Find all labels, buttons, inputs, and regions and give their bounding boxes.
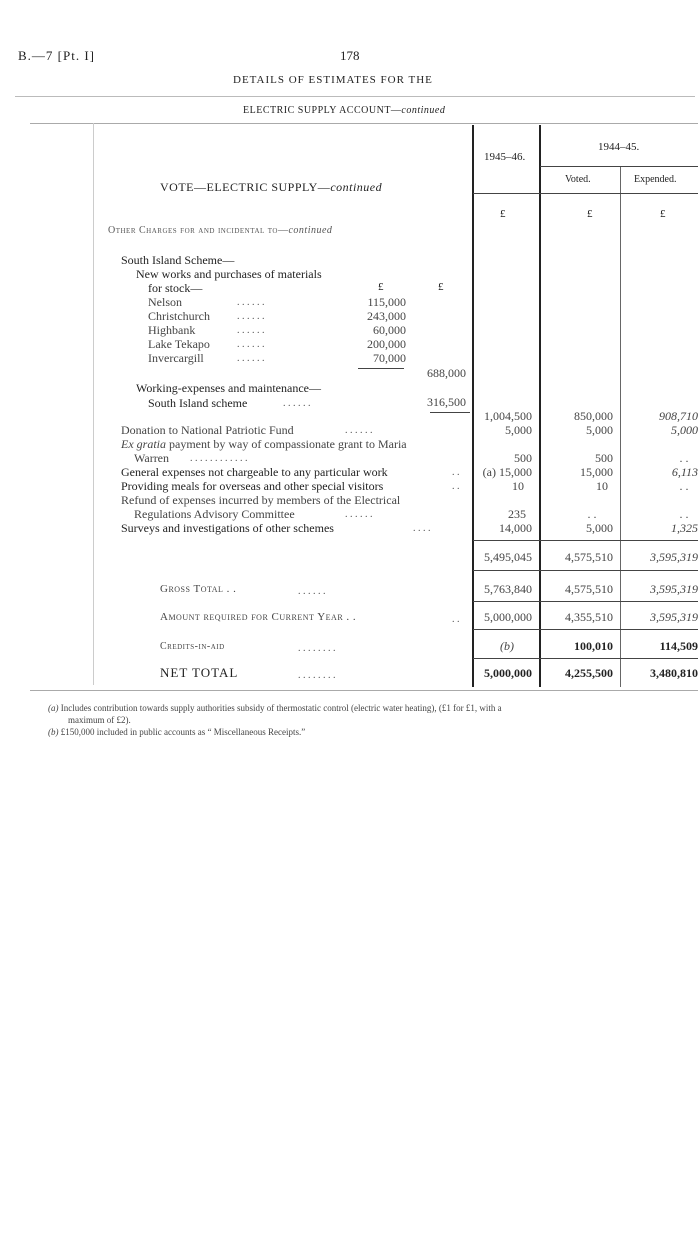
line-item-dots: . . . . . . bbox=[345, 425, 373, 436]
amount-required-label: Amount required for Current Year . . bbox=[160, 611, 357, 623]
subtotal-expended: 3,595,319 bbox=[650, 550, 698, 564]
line-item-voted: 15,000 bbox=[580, 465, 613, 479]
line-item-label: Providing meals for overseas and other special visitors bbox=[121, 479, 384, 493]
scheme-item-name: Invercargill bbox=[148, 351, 204, 365]
col-1945-left-rule bbox=[472, 125, 474, 687]
line-item-dots: . . bbox=[452, 481, 460, 492]
left-margin-rule bbox=[93, 123, 94, 685]
line-item-dots: . . bbox=[452, 467, 460, 478]
line-item-expended: 6,113 bbox=[671, 465, 698, 479]
line-item-expended: . . bbox=[679, 507, 689, 521]
gross-total-1945: 5,763,840 bbox=[484, 582, 532, 596]
line-item-1945: 500 bbox=[514, 451, 532, 465]
vote-heading bbox=[160, 180, 382, 195]
line-item-expended: 1,325 bbox=[671, 521, 698, 535]
line-item-voted: 500 bbox=[595, 451, 613, 465]
col-1944-left-rule bbox=[539, 125, 541, 687]
col-1944-heading: 1944–45. bbox=[598, 141, 640, 153]
scheme-total-expended: 908,710 bbox=[659, 409, 698, 423]
south-island-heading: South Island Scheme— bbox=[121, 253, 235, 267]
credits-in-aid-label: Credits-in-aid bbox=[160, 641, 225, 652]
subtotal-bottom-rule bbox=[473, 570, 698, 571]
credits-in-aid-1945: (b) bbox=[500, 639, 514, 653]
scheme-item-amount: 60,000 bbox=[373, 323, 406, 337]
new-works-line-1: New works and purchases of materials bbox=[136, 267, 322, 281]
pound-sub-b: £ bbox=[438, 281, 444, 293]
footnote-a-text: Includes contribution towards supply authorities subsidy of thermostatic control (electric water heating), (£1 for £1, with a bbox=[60, 703, 502, 713]
footnote-a-label: (a) bbox=[48, 703, 59, 713]
table-bottom-rule bbox=[30, 690, 698, 691]
amount-required-dots: . . bbox=[452, 614, 460, 625]
line-item-label-italic: Ex gratia bbox=[121, 437, 166, 451]
working-expenses-dots: . . . . . . bbox=[283, 398, 311, 409]
scheme-item-dots: . . . . . . bbox=[237, 339, 265, 350]
line-item-voted: 5,000 bbox=[586, 521, 613, 535]
subtitle-continued: continued bbox=[401, 105, 446, 116]
line-item-label: Donation to National Patriotic Fund bbox=[121, 423, 294, 437]
line-item-label: Surveys and investigations of other schemes bbox=[121, 521, 334, 535]
net-total-1945: 5,000,000 bbox=[484, 666, 532, 680]
vote-heading-continued: continued bbox=[330, 180, 383, 194]
net-total-dots: . . . . . . . . bbox=[298, 670, 336, 681]
net-total-voted: 4,255,500 bbox=[565, 666, 613, 680]
line-item-label: Warren bbox=[134, 451, 170, 465]
net-total-expended: 3,480,810 bbox=[650, 666, 698, 680]
line-item-voted: . . bbox=[587, 507, 597, 521]
col-expended-heading: Expended. bbox=[634, 174, 677, 185]
header-rule bbox=[15, 96, 695, 97]
col-1945-heading: 1945–46. bbox=[484, 151, 526, 163]
line-item-1945: 10 bbox=[512, 479, 524, 493]
gross-total-expended: 3,595,319 bbox=[650, 582, 698, 596]
line-item-label bbox=[121, 437, 407, 452]
scheme-subtotal-rule bbox=[358, 368, 404, 369]
scheme-item-amount: 200,000 bbox=[367, 337, 406, 351]
footnote-a bbox=[48, 703, 502, 713]
amount-required-voted: 4,355,510 bbox=[565, 610, 613, 624]
line-item-expended: 5,000 bbox=[671, 423, 698, 437]
scheme-total-1945: 1,004,500 bbox=[484, 409, 532, 423]
scheme-item-name: Highbank bbox=[148, 323, 196, 337]
new-works-line-2: for stock— bbox=[148, 281, 203, 295]
col-1944-underline bbox=[540, 166, 698, 167]
col-expended-left-rule bbox=[620, 167, 621, 687]
line-item-voted: 10 bbox=[596, 479, 608, 493]
working-expenses-line-2: South Island scheme bbox=[148, 396, 248, 410]
footnote-b-text: £150,000 included in public accounts as “ Miscellaneous Receipts.” bbox=[60, 727, 306, 737]
scheme-item-dots: . . . . . . bbox=[237, 311, 265, 322]
working-expenses-rule bbox=[430, 412, 470, 413]
line-item-voted: 5,000 bbox=[586, 423, 613, 437]
line-item-label: Refund of expenses incurred by members of the Electrical bbox=[121, 493, 401, 507]
line-item-label: General expenses not chargeable to any particular work bbox=[121, 465, 388, 479]
line-item-expended: . . bbox=[679, 479, 689, 493]
credits-in-aid-voted: 100,010 bbox=[574, 639, 613, 653]
line-item-dots: . . . . . . bbox=[345, 509, 373, 520]
gross-total-voted: 4,575,510 bbox=[565, 582, 613, 596]
line-item-1945: 5,000 bbox=[505, 423, 532, 437]
pound-voted: £ bbox=[587, 208, 593, 220]
amount-required-expended: 3,595,319 bbox=[650, 610, 698, 624]
table-top-rule bbox=[30, 123, 698, 124]
line-item-1945: (a) 15,000 bbox=[482, 465, 532, 479]
vote-heading-main: VOTE—ELECTRIC SUPPLY— bbox=[160, 180, 331, 194]
scheme-item-amount: 243,000 bbox=[367, 309, 406, 323]
pound-1945: £ bbox=[500, 208, 506, 220]
other-charges-continued: continued bbox=[288, 225, 333, 236]
line-item-dots: . . . . bbox=[413, 523, 431, 534]
line-item-label: Regulations Advisory Committee bbox=[134, 507, 295, 521]
line-item-dots: . . . . . . . . . . . . bbox=[190, 453, 248, 464]
page-ref: B.—7 [Pt. I] bbox=[18, 48, 95, 63]
page-title: DETAILS OF ESTIMATES FOR THE bbox=[233, 74, 433, 86]
amount-required-1945: 5,000,000 bbox=[484, 610, 532, 624]
scheme-item-name: Lake Tekapo bbox=[148, 337, 210, 351]
subtotal-1945: 5,495,045 bbox=[484, 550, 532, 564]
required-bottom-rule bbox=[473, 629, 698, 630]
credits-in-aid-expended: 114,509 bbox=[659, 639, 698, 653]
other-charges-main: Other Charges for and incidental to— bbox=[108, 225, 289, 236]
scheme-item-name: Nelson bbox=[148, 295, 182, 309]
gross-bottom-rule bbox=[473, 601, 698, 602]
pound-sub-a: £ bbox=[378, 281, 384, 293]
section-subtitle bbox=[243, 105, 445, 116]
scheme-subtotal: 688,000 bbox=[427, 366, 466, 380]
col-voted-heading: Voted. bbox=[565, 174, 591, 185]
credits-bottom-rule bbox=[473, 658, 698, 659]
scheme-item-dots: . . . . . . bbox=[237, 325, 265, 336]
footnote-b bbox=[48, 727, 305, 737]
gross-total-dots: . . . . . . bbox=[298, 586, 326, 597]
working-expenses-amount: 316,500 bbox=[427, 395, 466, 409]
line-item-label-rest: payment by way of compassionate grant to Maria bbox=[166, 437, 407, 451]
subtotal-top-rule bbox=[473, 540, 698, 541]
line-item-1945: 14,000 bbox=[499, 521, 532, 535]
scheme-item-name: Christchurch bbox=[148, 309, 210, 323]
scheme-total-voted: 850,000 bbox=[574, 409, 613, 423]
heading-underline bbox=[473, 193, 698, 194]
subtotal-voted: 4,575,510 bbox=[565, 550, 613, 564]
other-charges-heading bbox=[108, 225, 332, 236]
line-item-1945: 235 bbox=[508, 507, 526, 521]
net-total-label: NET TOTAL bbox=[160, 665, 239, 680]
scheme-item-amount: 70,000 bbox=[373, 351, 406, 365]
working-expenses-line-1: Working-expenses and maintenance— bbox=[136, 381, 321, 395]
scheme-item-dots: . . . . . . bbox=[237, 353, 265, 364]
subtitle-main: ELECTRIC SUPPLY ACCOUNT— bbox=[243, 105, 402, 116]
line-item-expended: . . bbox=[679, 451, 689, 465]
credits-in-aid-dots: . . . . . . . . bbox=[298, 643, 336, 654]
scheme-item-amount: 115,000 bbox=[367, 295, 406, 309]
footnote-a-cont: maximum of £2). bbox=[68, 715, 131, 725]
footnote-b-label: (b) bbox=[48, 727, 59, 737]
page-number: 178 bbox=[340, 48, 360, 63]
gross-total-label: Gross Total . . bbox=[160, 583, 237, 595]
scheme-item-dots: . . . . . . bbox=[237, 297, 265, 308]
pound-expended: £ bbox=[660, 208, 666, 220]
